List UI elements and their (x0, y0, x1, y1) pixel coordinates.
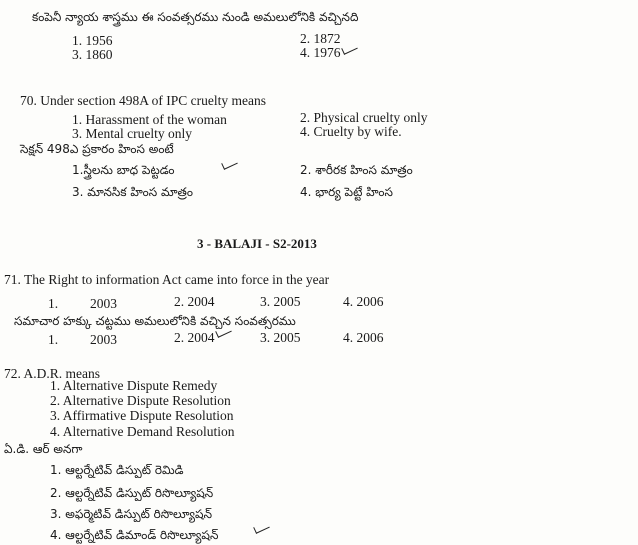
q72-question: 72. A.D.R. means (4, 366, 100, 381)
prev-telugu-question: కంపెనీ న్యాయ శాస్త్రము ఈ సంవత్సరము నుండి అమలులోనికి వచ్చినది (32, 10, 359, 24)
q72-telugu-option-4: 4. ఆల్టర్నేటివ్ డిమాండ్ రిసొల్యూషన్ (50, 528, 219, 542)
q71-option-1: 2003 (90, 296, 117, 311)
q70-option-2: 2. Physical cruelty only (300, 110, 428, 125)
q71-option-4: 4. 2006 (343, 294, 384, 309)
answer-tick-mark (253, 521, 270, 534)
q70-telugu-option-3: 3. మానసిక హింస మాత్రం (72, 185, 193, 199)
q71-telugu-option-4: 4. 2006 (343, 330, 384, 345)
q70-question: 70. Under section 498A of IPC cruelty means (20, 93, 266, 108)
q71-option-3: 3. 2005 (260, 294, 301, 309)
q71-option-2: 2. 2004 (174, 294, 215, 309)
q70-option-4: 4. Cruelty by wife. (300, 124, 402, 139)
q71-telugu-option-1: 2003 (90, 332, 117, 347)
q72-option-3: 3. Affirmative Dispute Resolution (50, 408, 234, 423)
q70-telugu-option-2: 2. శారీరక హింస మాత్రం (300, 163, 413, 177)
q71-telugu-question: సమాచార హక్కు చట్టము అమలులోనికి వచ్చిన సంవత్సరము (14, 314, 296, 328)
section-heading: 3 - BALAJI - S2-2013 (197, 236, 317, 251)
q70-telugu-option-4: 4. భార్య పెట్టే హింస (300, 185, 393, 199)
q70-telugu-option-1: 1.స్త్రీలను బాధ పెట్టడం (72, 163, 175, 177)
q72-telugu-option-1: 1. ఆల్టర్నేటివ్ డిస్పుట్ రెమిడి (50, 463, 184, 477)
prev-option-2: 2. 1872 (300, 31, 341, 46)
q71-telugu-option-1-num: 1. (48, 332, 59, 347)
q70-option-3: 3. Mental cruelty only (72, 126, 192, 141)
q72-telugu-option-2: 2. ఆల్టర్నేటివ్ డిస్పుట్ రిసొల్యూషన్ (50, 486, 214, 500)
prev-option-4: 4. 1976 (300, 45, 341, 60)
q72-option-1: 1. Alternative Dispute Remedy (50, 378, 218, 393)
q70-telugu-question: సెక్షన్ 498ఎ ప్రకారం హింస అంటే (20, 142, 174, 156)
q72-option-4: 4. Alternative Demand Resolution (50, 424, 235, 439)
q71-question: 71. The Right to information Act came into force in the year (4, 272, 330, 287)
prev-option-3: 3. 1860 (72, 47, 113, 62)
q71-option-1-num: 1. (48, 296, 59, 311)
q71-telugu-option-3: 3. 2005 (260, 330, 301, 345)
answer-tick-mark (221, 157, 238, 170)
q72-telugu-option-3: 3. అఫర్మెటివ్ డిస్పుట్ రిసొల్యూషన్ (50, 507, 212, 521)
q72-option-2: 2. Alternative Dispute Resolution (50, 393, 231, 408)
q70-option-1: 1. Harassment of the woman (72, 112, 227, 127)
prev-option-1: 1. 1956 (72, 33, 113, 48)
answer-tick-mark (341, 42, 358, 55)
q72-telugu-question: ఏ.డి. ఆర్ అనగా (4, 442, 83, 456)
q71-telugu-option-2: 2. 2004 (174, 330, 215, 345)
